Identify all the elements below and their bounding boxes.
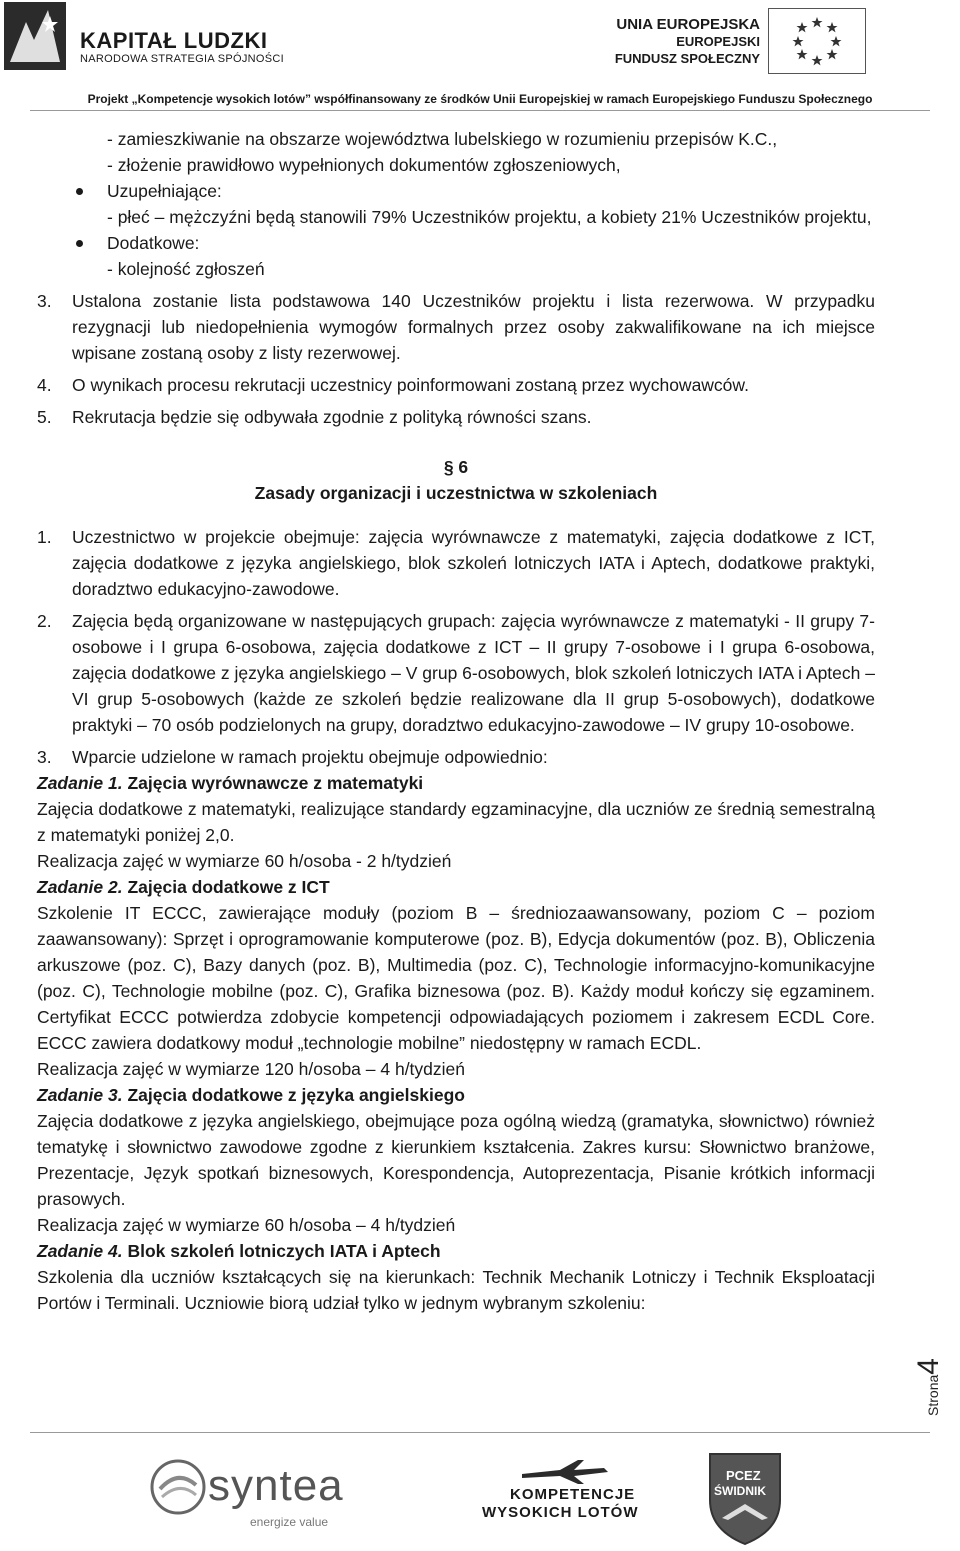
task-4-text: Szkolenia dla uczniów kształcących się na kierunkach: Technik Mechanik Lotniczy i Technik Eksploatacji Portów i Terminali. Uczniowie biorą udział tylko w jednym wybranym szkoleniu: bbox=[37, 1267, 875, 1313]
kompetencje-line2: WYSOKICH LOTÓW bbox=[482, 1504, 639, 1521]
pcez-logo bbox=[700, 1448, 790, 1548]
task-4-heading bbox=[37, 1238, 875, 1264]
list-item-5-text: Rekrutacja będzie się odbywała zgodnie z polityką równości szans. bbox=[72, 407, 592, 427]
section-item-1-text: Uczestnictwo w projekcie obejmuje: zajęcia wyrównawcze z matematyki, zajęcia dodatkowe z ICT, zajęcia dodatkowe z języka angielskiego, blok szkoleń lotniczych IATA i Aptech, dodatkowe praktyki, doradztwo edukacyjno-zawodowe. bbox=[72, 527, 875, 599]
section-number: § 6 bbox=[443, 457, 469, 477]
kl-logo-subtitle: NARODOWA STRATEGIA SPÓJNOŚCI bbox=[80, 53, 284, 65]
syntea-mark-icon bbox=[150, 1459, 206, 1515]
list-item-5 bbox=[37, 404, 875, 430]
task-3-label: Zadanie 3. bbox=[37, 1085, 123, 1105]
bullet-supplementary bbox=[37, 178, 875, 230]
task-3-title: Zajęcia dodatkowe z języka angielskiego bbox=[127, 1085, 465, 1105]
eu-line3: FUNDUSZ SPOŁECZNY bbox=[614, 51, 760, 66]
section-item-3-text: Wparcie udzielone w ramach projektu obejmuje odpowiednio: bbox=[72, 747, 548, 767]
kompetencje-logo bbox=[480, 1458, 650, 1528]
eu-line2: EUROPEJSKI bbox=[676, 34, 760, 49]
criteria-line-2: - złożenie prawidłowo wypełnionych dokumentów zgłoszeniowych, bbox=[107, 155, 621, 175]
page-marker-text bbox=[912, 1358, 946, 1416]
page-number: 4 bbox=[911, 1358, 945, 1375]
page-header bbox=[0, 0, 960, 112]
list-number: 1. bbox=[37, 527, 52, 547]
task-4-label: Zadanie 4. bbox=[37, 1241, 123, 1261]
kompetencje-line1: KOMPETENCJE bbox=[510, 1486, 636, 1503]
airplane-icon bbox=[520, 1458, 610, 1486]
section-item-2 bbox=[37, 608, 875, 738]
list-item-3-text: Ustalona zostanie lista podstawowa 140 Uczestników projektu i lista rezerwowa. W przypadku rezygnacji lub niedopełnienia wymogów formalnych przez osoby zakwalifikowane na ich miejsce wpisane zostaną osoby z listy rezerwowej. bbox=[72, 291, 875, 363]
task-1-hours: Realizacja zajęć w wymiarze 60 h/osoba - 2 h/tydzień bbox=[37, 851, 452, 871]
page-footer bbox=[0, 1440, 960, 1551]
task-2-label: Zadanie 2. bbox=[37, 877, 123, 897]
list-number: 2. bbox=[37, 611, 52, 631]
section-item-2-text: Zajęcia będą organizowane w następujących grupach: zajęcia wyrównawcze z matematyki - II grupy 7-osobowe i I grupa 6-osobowa, zajęcia dodatkowe z ICT – II grupy 7-osobowe i I grupa 6-osobowa, zajęcia dodatkowe z języka angielskiego – V grup 6-osobowych, blok szkoleń lotniczych IATA i Aptech – VI grup 5-osobowych (każde ze szkoleń będzie realizowane dla II grup 5-osobowych), dodatkowe praktyki – 70 osób podzielonych na grupy, doradztwo edukacyjno-zawodowe – IV grupy 10-osobowe. bbox=[72, 611, 875, 735]
syntea-tagline: energize value bbox=[250, 1515, 329, 1529]
pcez-shield-icon bbox=[700, 1448, 790, 1548]
task-2-text: Szkolenie IT ECCC, zawierające moduły (poziom B – średniozaawansowany, poziom C – poziom zaawansowany): Sprzęt i oprogramowanie komputerowe (poz. B), Edycja dokumentów (poz. B), Obliczenia arkuszowe (poz. C), Bazy danych (poz. B), Multimedia (poz. C), Technologie informacyjno-komunikacyjne (poz. C), Technologie mobilne (poz. C), Grafika biznesowa (poz. B). Każdy moduł kończy się egzaminem. Certyfikat ECCC potwierdza zdobycie kompetencji odpowiadających poziomem i zakresem ECDL Core. ECCC zawiera dodatkowy moduł „technologie mobilne” niedostępny w ramach ECDL. bbox=[37, 903, 875, 1053]
task-1-heading bbox=[37, 770, 875, 796]
bullet-additional bbox=[37, 230, 875, 282]
list-item-4-text: O wynikach procesu rekrutacji uczestnicy poinformowani zostaną przez wychowawców. bbox=[72, 375, 749, 395]
list-number: 5. bbox=[37, 407, 52, 427]
eu-flag-icon bbox=[768, 8, 866, 74]
list-item-4 bbox=[37, 372, 875, 398]
task-4-title: Blok szkoleń lotniczych IATA i Aptech bbox=[127, 1241, 441, 1261]
section-item-3 bbox=[37, 744, 875, 770]
header-divider bbox=[30, 110, 930, 111]
list-item-3 bbox=[37, 288, 875, 366]
page-marker bbox=[911, 1340, 960, 1420]
pcez-line1: PCEZ bbox=[726, 1468, 761, 1483]
kapital-ludzki-logo bbox=[4, 2, 66, 70]
task-3-hours: Realizacja zajęć w wymiarze 60 h/osoba – 4 h/tydzień bbox=[37, 1215, 456, 1235]
eu-text bbox=[615, 16, 760, 67]
syntea-logo bbox=[150, 1455, 350, 1535]
section-title: Zasady organizacji i uczestnictwa w szkoleniach bbox=[254, 483, 658, 503]
footer-divider bbox=[30, 1432, 930, 1433]
list-number: 3. bbox=[37, 747, 52, 767]
section-item-1 bbox=[37, 524, 875, 602]
bullet-additional-label: Dodatkowe: bbox=[107, 233, 200, 253]
pcez-line2: ŚWIDNIK bbox=[714, 1484, 766, 1498]
list-number: 4. bbox=[37, 375, 52, 395]
task-3-heading bbox=[37, 1082, 875, 1108]
task-2-hours: Realizacja zajęć w wymiarze 120 h/osoba – 4 h/tydzień bbox=[37, 1059, 465, 1079]
criteria-line-1: - zamieszkiwanie na obszarze województwa lubelskiego w rozumieniu przepisów K.C., bbox=[107, 129, 778, 149]
list-number: 3. bbox=[37, 291, 52, 311]
task-3-text: Zajęcia dodatkowe z języka angielskiego, obejmujące poza ogólną wiedzą (gramatyka, słownictwo) również tematykę i słownictwo zawodowe zgodne z kierunkiem kształcenia. Zakres kursu: Słownictwo branżowe, Prezentacje, Język spotkań biznesowych, Korespondencja, Autoprezentacja, Pisanie krótkich informacji prasowych. bbox=[37, 1111, 875, 1209]
bullet-supplementary-text: - płeć – mężczyźni będą stanowili 79% Uczestników projektu, a kobiety 21% Uczestników projektu, bbox=[107, 207, 872, 227]
bullet-icon bbox=[76, 188, 83, 195]
task-2-title: Zajęcia dodatkowe z ICT bbox=[127, 877, 330, 897]
document-body bbox=[37, 126, 875, 1316]
bullet-additional-text: - kolejność zgłoszeń bbox=[107, 259, 265, 279]
task-2-heading bbox=[37, 874, 875, 900]
bullet-icon bbox=[76, 240, 83, 247]
eu-line1: UNIA EUROPEJSKA bbox=[616, 16, 760, 33]
task-1-title: Zajęcia wyrównawcze z matematyki bbox=[127, 773, 424, 793]
task-1-label: Zadanie 1. bbox=[37, 773, 123, 793]
page-label: Strona bbox=[924, 1374, 941, 1416]
kl-logo-title: KAPITAŁ LUDZKI bbox=[80, 28, 268, 53]
task-1-text: Zajęcia dodatkowe z matematyki, realizujące standardy egzaminacyjne, dla uczniów ze średnią semestralną z matematyki poniżej 2,0. bbox=[37, 799, 875, 845]
project-line: Projekt „Kompetencje wysokich lotów” współfinansowany ze środków Unii Europejskiej w ramach Europejskiego Funduszu Społecznego bbox=[87, 92, 873, 106]
syntea-name: syntea bbox=[208, 1461, 344, 1510]
bullet-supplementary-label: Uzupełniające: bbox=[107, 181, 222, 201]
